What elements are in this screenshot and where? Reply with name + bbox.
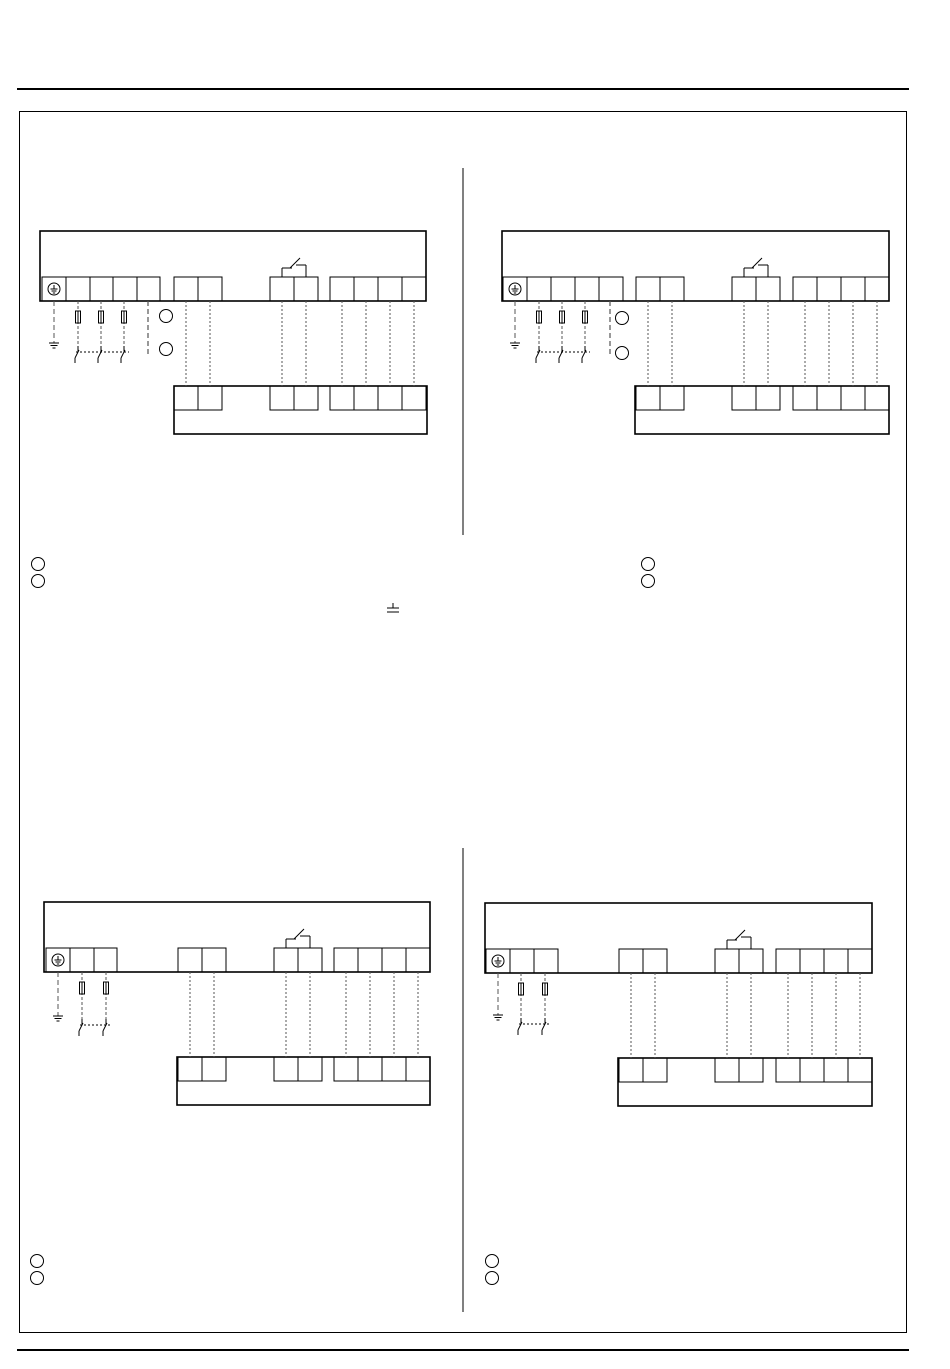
switch-blade	[582, 350, 586, 358]
module-terminal-1	[178, 1057, 202, 1081]
terminal-group-3-cell	[865, 277, 889, 301]
fuse-icon	[543, 983, 548, 995]
legend-callout-icon	[31, 1255, 44, 1268]
terminal-group-2-cell	[739, 949, 763, 973]
legend-callout-icon	[642, 575, 655, 588]
module-terminal-2	[715, 1058, 739, 1082]
supply-terminal	[70, 948, 94, 972]
switch-icon	[103, 1019, 107, 1036]
fuse-icon	[560, 311, 565, 323]
legend-callout-icon	[32, 575, 45, 588]
module-terminal-1	[660, 386, 684, 410]
supply-terminal	[66, 277, 90, 301]
wiring-diagram-bottom-right	[485, 903, 872, 1106]
module-terminal-3	[406, 1057, 430, 1081]
supply-terminal	[534, 949, 558, 973]
earth-ground-icon	[493, 1015, 503, 1020]
terminal-group-3-cell	[406, 948, 430, 972]
supply-terminal	[94, 948, 117, 972]
module-terminal-1	[636, 386, 660, 410]
module-terminal-3	[848, 1058, 872, 1082]
switch-icon	[542, 1018, 546, 1035]
module-terminal-3	[800, 1058, 824, 1082]
module-terminal-3	[865, 386, 889, 410]
switch-blade	[75, 350, 79, 358]
supply-terminal	[551, 277, 575, 301]
earth-ground-icon	[53, 1016, 63, 1021]
module-terminal-1	[643, 1058, 667, 1082]
legend-callout-icon	[486, 1272, 499, 1285]
earth-ground-icon	[492, 955, 504, 967]
module-terminal-3	[776, 1058, 800, 1082]
legend-callout-icon	[32, 558, 45, 571]
fuse-icon	[99, 311, 104, 323]
switch-blade	[536, 350, 540, 358]
module-terminal-3	[382, 1057, 406, 1081]
legend-callout-icon	[486, 1255, 499, 1268]
relay-contact-blade	[294, 929, 304, 939]
module-terminal-1	[202, 1057, 226, 1081]
terminal-group-3-cell	[382, 948, 406, 972]
module-terminal-3	[378, 386, 402, 410]
controller-box	[502, 231, 889, 301]
switch-blade	[518, 1022, 522, 1030]
module-terminal-2	[732, 386, 756, 410]
wiring-diagram-top-right	[502, 231, 889, 434]
terminal-group-2-cell	[756, 277, 780, 301]
fuse-icon	[122, 311, 127, 323]
switch-blade	[79, 1023, 83, 1031]
fuse-icon	[519, 983, 524, 995]
supply-terminal	[527, 277, 551, 301]
module-terminal-3	[817, 386, 841, 410]
switch-blade	[98, 350, 102, 358]
terminal-group-2-cell	[732, 277, 756, 301]
fuse-icon	[583, 311, 588, 323]
earth-ground-icon	[509, 283, 521, 295]
wiring-diagram-top-left	[40, 231, 427, 434]
legend-ground-icon	[387, 603, 399, 612]
terminal-group-2-cell	[274, 948, 298, 972]
earth-ground-icon	[48, 283, 60, 295]
relay-contact-icon	[727, 930, 751, 949]
switch-icon	[79, 1019, 83, 1036]
terminal-group-3-cell	[402, 277, 426, 301]
switch-blade	[103, 1023, 107, 1031]
module-terminal-2	[756, 386, 780, 410]
switch-icon	[98, 346, 102, 363]
terminal-group-1-cell	[202, 948, 226, 972]
module-terminal-2	[274, 1057, 298, 1081]
terminal-group-1-cell	[643, 949, 667, 973]
callout-circle-icon	[160, 310, 173, 323]
module-terminal-1	[198, 386, 222, 410]
switch-icon	[536, 346, 540, 363]
terminal-group-1-cell	[619, 949, 643, 973]
fuse-icon	[80, 982, 85, 994]
terminal-group-1-cell	[660, 277, 684, 301]
module-terminal-2	[294, 386, 318, 410]
terminal-group-3-cell	[841, 277, 865, 301]
relay-contact-blade	[752, 258, 762, 268]
module-terminal-3	[793, 386, 817, 410]
terminal-group-3-cell	[354, 277, 378, 301]
relay-contact-blade	[290, 258, 300, 268]
terminal-group-3-cell	[776, 949, 800, 973]
controller-box	[40, 231, 426, 301]
switch-icon	[121, 346, 125, 363]
fuse-icon	[104, 982, 109, 994]
supply-terminal	[575, 277, 599, 301]
terminal-group-2-cell	[298, 948, 322, 972]
terminal-group-3-cell	[330, 277, 354, 301]
module-terminal-3	[354, 386, 378, 410]
switch-icon	[582, 346, 586, 363]
terminal-group-3-cell	[793, 277, 817, 301]
module-terminal-3	[330, 386, 354, 410]
legend-callout-icon	[31, 1272, 44, 1285]
terminal-group-3-cell	[817, 277, 841, 301]
terminal-group-2-cell	[270, 277, 294, 301]
module-terminal-2	[298, 1057, 322, 1081]
terminal-group-1-cell	[636, 277, 660, 301]
module-terminal-1	[619, 1058, 643, 1082]
wiring-diagram-bottom-left	[44, 902, 430, 1105]
module-terminal-1	[174, 386, 198, 410]
module-terminal-3	[824, 1058, 848, 1082]
relay-contact-icon	[286, 929, 310, 948]
relay-contact-blade	[735, 930, 745, 940]
switch-icon	[75, 346, 79, 363]
terminal-group-2-cell	[294, 277, 318, 301]
callout-circle-icon	[616, 347, 629, 360]
terminal-group-1-cell	[174, 277, 198, 301]
module-terminal-3	[358, 1057, 382, 1081]
earth-ground-icon	[49, 343, 59, 348]
terminal-group-3-cell	[800, 949, 824, 973]
relay-contact-icon	[282, 258, 306, 277]
callout-circle-icon	[616, 312, 629, 325]
controller-box	[44, 902, 430, 972]
module-terminal-3	[334, 1057, 358, 1081]
switch-blade	[559, 350, 563, 358]
fuse-icon	[76, 311, 81, 323]
terminal-group-3-cell	[358, 948, 382, 972]
relay-contact-icon	[744, 258, 768, 277]
legend-callout-icon	[642, 558, 655, 571]
terminal-group-3-cell	[848, 949, 872, 973]
switch-icon	[518, 1018, 522, 1035]
switch-icon	[559, 346, 563, 363]
controller-box	[485, 903, 872, 973]
supply-terminal	[137, 277, 160, 301]
fuse-icon	[537, 311, 542, 323]
terminal-group-1-cell	[198, 277, 222, 301]
supply-terminal	[599, 277, 623, 301]
module-terminal-3	[841, 386, 865, 410]
diagram-content	[31, 168, 890, 1312]
module-terminal-2	[270, 386, 294, 410]
supply-terminal	[113, 277, 137, 301]
module-terminal-2	[739, 1058, 763, 1082]
module-terminal-3	[402, 386, 426, 410]
terminal-group-3-cell	[378, 277, 402, 301]
terminal-group-3-cell	[334, 948, 358, 972]
terminal-group-2-cell	[715, 949, 739, 973]
earth-ground-icon	[52, 954, 64, 966]
terminal-group-3-cell	[824, 949, 848, 973]
supply-terminal	[90, 277, 113, 301]
earth-ground-icon	[510, 343, 520, 348]
switch-blade	[121, 350, 125, 358]
callout-circle-icon	[160, 343, 173, 356]
terminal-group-1-cell	[178, 948, 202, 972]
supply-terminal	[510, 949, 534, 973]
switch-blade	[542, 1022, 546, 1030]
